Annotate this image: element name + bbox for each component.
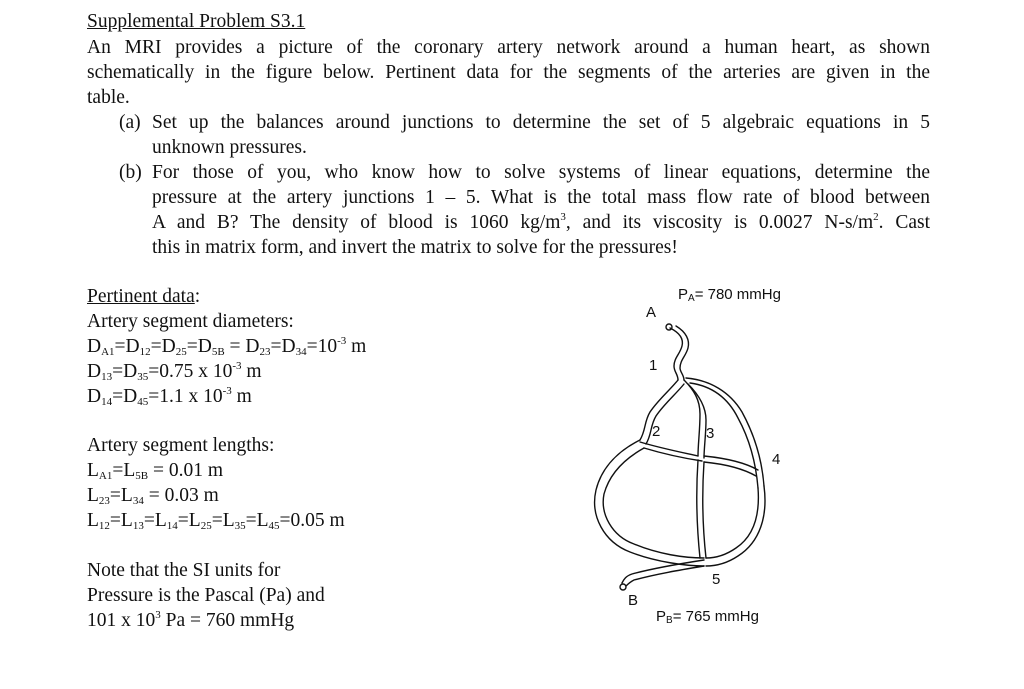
segment-45 bbox=[706, 486, 765, 566]
diameter-row-1: $D_{A1}=D_{12}=D_{25}=D_{5B} = D_{23}=D_{34}=10^{-3}$ m bbox=[87, 335, 367, 358]
diameter-row-2: $D_{13}=D_{35}=0.75$ x $10^{-3}$ m bbox=[87, 360, 262, 383]
segment-13 bbox=[684, 380, 706, 458]
exp-density: 3 bbox=[560, 211, 566, 223]
node-b-label: B bbox=[628, 592, 639, 609]
length-row-1: $L_{A1}=L_{5B} = 0.01$ m bbox=[87, 460, 224, 482]
junction-5-label: 5 bbox=[712, 571, 721, 588]
diameter-row-3: $D_{14}=D_{45}=1.1$ x $10^{-3}$ m bbox=[87, 385, 252, 408]
note-line-1: Note that the SI units for bbox=[87, 560, 281, 581]
junction-3-label: 3 bbox=[706, 425, 715, 442]
data-heading-colon: : bbox=[194, 286, 201, 307]
problem-title: Supplemental Problem S3.1 bbox=[87, 11, 306, 32]
part-b-line-2: pressure at the artery junctions 1 – 5. What is the total mass flow rate of blood between bbox=[152, 187, 930, 208]
node-a-marker bbox=[666, 324, 672, 330]
part-a-label: (a) bbox=[119, 112, 141, 133]
data-heading-text: Pertinent data bbox=[87, 286, 195, 307]
diameters-heading: Artery segment diameters: bbox=[87, 311, 294, 332]
segment-12 bbox=[640, 380, 684, 444]
intro-line-2: schematically in the figure below. Pertinent data for the segments of the arteries are given in the bbox=[87, 62, 930, 83]
data-heading bbox=[87, 285, 200, 309]
junction-2-label: 2 bbox=[652, 423, 661, 440]
artery-network-diagram bbox=[560, 280, 800, 600]
pressure-b-label: $P_B= 765$ mmHg bbox=[656, 608, 759, 626]
note-line-2: Pressure is the Pascal (Pa) and bbox=[87, 585, 325, 606]
segment-34 bbox=[704, 456, 758, 476]
exp-viscosity: 2 bbox=[873, 211, 879, 223]
segment-5b bbox=[622, 560, 704, 586]
length-row-2: $L_{23}=L_{34} = 0.03$ m bbox=[87, 485, 219, 507]
intro-line-1: An MRI provides a picture of the coronary artery network around a human heart, as shown bbox=[87, 37, 930, 58]
part-b-label: (b) bbox=[119, 162, 142, 183]
part-b-line-1: For those of you, who know how to solve systems of linear equations, determine the bbox=[152, 162, 930, 183]
part-a-line-1: Set up the balances around junctions to determine the set of 5 algebraic equations in 5 bbox=[152, 112, 930, 133]
note-line-3: 101 x $10^3$ Pa = 760 mmHg bbox=[87, 609, 295, 631]
node-a-label: A bbox=[646, 304, 657, 321]
junction-4-label: 4 bbox=[772, 451, 781, 468]
segment-35 bbox=[697, 460, 706, 558]
part-b-line-4: this in matrix form, and invert the matrix to solve for the pressures! bbox=[152, 237, 678, 258]
segment-a1 bbox=[670, 326, 689, 380]
intro-line-3: table. bbox=[87, 87, 130, 108]
part-b-line-3-pre: A and B? The density of blood is 1060 kg/m bbox=[152, 212, 561, 233]
part-b-line-3-mid: , and its viscosity is 0.0027 N-s/m bbox=[565, 212, 874, 233]
segment-23 bbox=[640, 442, 702, 461]
part-b-line-3 bbox=[152, 211, 930, 235]
lengths-heading: Artery segment lengths: bbox=[87, 435, 275, 456]
length-row-3: $L_{12}=L_{13}=L_{14}=L_{25}=L_{35}=L_{45}=0.05$ m bbox=[87, 510, 345, 532]
part-a-line-2: unknown pressures. bbox=[152, 137, 307, 158]
part-b-line-3-post: . Cast bbox=[878, 212, 931, 233]
pressure-a-label: $P_A= 780$ mmHg bbox=[678, 286, 781, 304]
node-b-marker bbox=[620, 584, 626, 590]
junction-1-label: 1 bbox=[649, 357, 658, 374]
